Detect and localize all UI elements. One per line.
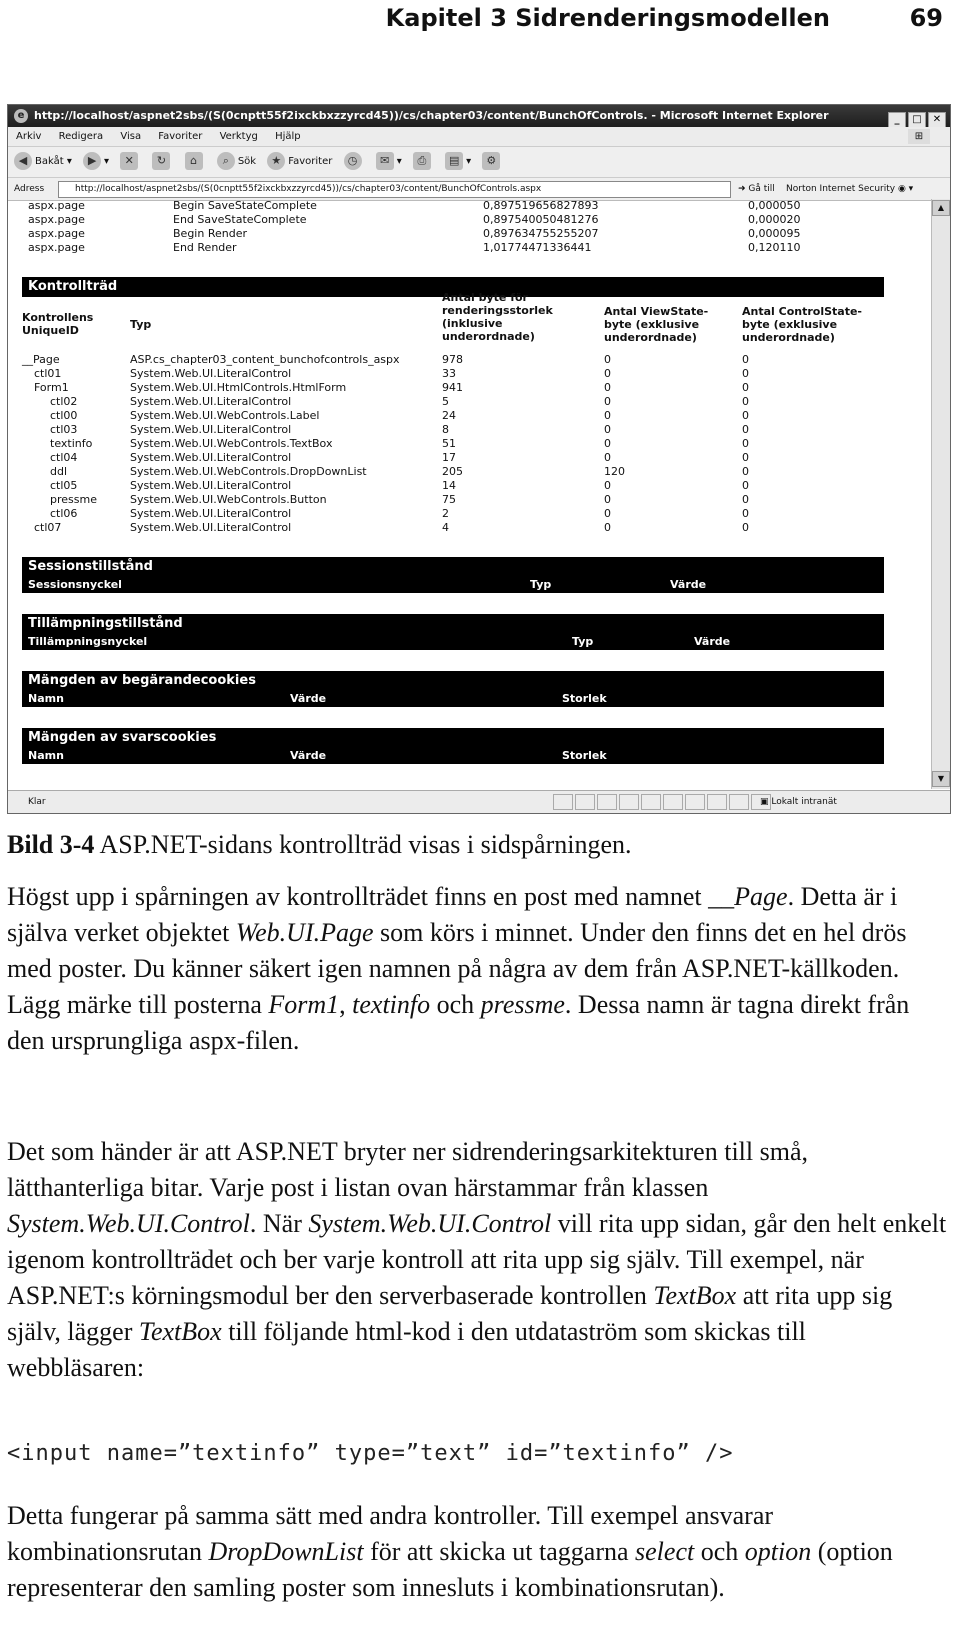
edit-button[interactable]: ▤ ▾: [445, 147, 471, 177]
trace-message: End Render: [173, 241, 237, 254]
control-tree-rows: [22, 353, 884, 535]
close-icon[interactable]: ✕: [928, 112, 946, 127]
window-titlebar: [8, 105, 950, 127]
control-tree-heading: Kontrollträd: [22, 277, 884, 297]
print-icon: ⎙: [413, 152, 431, 170]
control-viewstate: 0: [604, 479, 611, 492]
trace-table: [28, 199, 808, 255]
trace-from_last: 0,000050: [748, 199, 801, 212]
address-bar: [8, 178, 950, 201]
trace-category: aspx.page: [28, 213, 85, 226]
tools-icon: ⚙: [482, 152, 500, 170]
address-label: Adress: [14, 184, 45, 194]
trace-category: aspx.page: [28, 241, 85, 254]
col-type: Typ: [130, 318, 152, 331]
mail-button[interactable]: ✉ ▾: [376, 147, 402, 177]
application-heading: Tillämpningstillstånd: [22, 614, 884, 634]
control-controlstate: 0: [742, 451, 749, 464]
control-render: 941: [442, 381, 463, 394]
control-id: ctl00: [50, 409, 78, 422]
back-icon: ◀: [14, 152, 32, 170]
control-type: System.Web.UI.LiteralControl: [130, 395, 292, 408]
application-key-col: Tillämpningsnyckel: [28, 635, 148, 648]
control-controlstate: 0: [742, 479, 749, 492]
control-render: 205: [442, 465, 463, 478]
windows-flag-icon: ⊞: [908, 129, 930, 144]
status-text: Klar: [28, 797, 46, 807]
history-button[interactable]: [344, 147, 365, 177]
control-type: System.Web.UI.LiteralControl: [130, 479, 292, 492]
security-zone: ▣ Lokalt intranät: [760, 797, 837, 807]
control-viewstate: 0: [604, 381, 611, 394]
refresh-button[interactable]: [152, 147, 173, 177]
control-id: ctl01: [34, 367, 62, 380]
session-heading: Sessionstillstånd: [22, 557, 884, 577]
control-type: System.Web.UI.LiteralControl: [130, 367, 292, 380]
response-value-col: Värde: [290, 749, 327, 762]
control-tree-columns: [22, 291, 884, 353]
control-controlstate: 0: [742, 423, 749, 436]
control-render: 17: [442, 451, 456, 464]
trace-from_last: 0,000095: [748, 227, 801, 240]
forward-icon: ▶: [83, 152, 101, 170]
trace-row: [28, 199, 808, 213]
request-value-col: Värde: [290, 692, 327, 705]
control-tree-row: [22, 395, 884, 409]
history-icon: ◷: [344, 152, 362, 170]
control-tree-row: [22, 493, 884, 507]
control-render: 51: [442, 437, 456, 450]
paragraph-2: Det som händer är att ASP.NET bryter ner sidrenderingsarkitekturen till små, lätthanterliga bitar. Varje post i listan ovan härstammar från klassen System.Web.UI.Control. När System.Web.UI.Control vill rita upp sidan, går den helt enkelt igenom kontrollträdet och ber varje kontroll att rita upp sig själv. Till exempel, när ASP.NET:s körningsmodul ber den serverbaserade kontrollen TextBox att rita upp sig själv, lägger TextBox till följande html-kod i den utdataström som skickas till webbläsaren:: [7, 1137, 947, 1382]
search-icon: ⌕: [217, 152, 235, 170]
response-size-col: Storlek: [562, 749, 607, 762]
control-viewstate: 0: [604, 507, 611, 520]
paragraph-1: Högst upp i spårningen av kontrollträdet finns en post med namnet __Page. Detta är i själva verket objektet Web.UI.Page som körs i minnet. Under den finns det en hel drös med poster. Du känner säkert igen namnen på några av dem från ASP.NET-källkoden. Lägg märke till posterna Form1, textinfo och pressme. Dessa namn är tagna direkt från den ursprungliga aspx-filen.: [7, 882, 910, 1055]
control-tree-row: [22, 479, 884, 493]
control-id: ddl: [50, 465, 68, 478]
window-title: http://localhost/aspnet2sbs/(S(0cnptt55f2ixckbxzzyrcd45))/cs/chapter03/content/BunchOfControls. - Microsoft Internet Explorer: [34, 109, 829, 122]
page-number: 69: [909, 4, 943, 32]
maximize-icon[interactable]: □: [908, 112, 926, 127]
request-size-col: Storlek: [562, 692, 607, 705]
trace-from_first: 0,897634755255207: [483, 227, 599, 240]
tools-button[interactable]: [482, 147, 503, 177]
caption-label: Bild 3-4: [7, 830, 95, 859]
control-tree-row: [22, 423, 884, 437]
go-button[interactable]: ➜ Gå till: [738, 184, 775, 194]
control-type: System.Web.UI.LiteralControl: [130, 451, 292, 464]
control-viewstate: 0: [604, 409, 611, 422]
print-button[interactable]: [413, 147, 434, 177]
back-button[interactable]: ◀ Bakåt ▾: [14, 147, 72, 177]
status-bar: [8, 790, 950, 813]
control-type: System.Web.UI.WebControls.Button: [130, 493, 327, 506]
scroll-up-icon[interactable]: ▲: [932, 200, 950, 216]
menu-edit[interactable]: Redigera: [58, 131, 104, 142]
control-controlstate: 0: [742, 381, 749, 394]
control-viewstate: 120: [604, 465, 625, 478]
session-type-col: Typ: [530, 578, 552, 591]
control-viewstate: 0: [604, 423, 611, 436]
status-cells: [553, 794, 773, 814]
control-controlstate: 0: [742, 409, 749, 422]
trace-from_last: 0,000020: [748, 213, 801, 226]
control-tree-row: [22, 367, 884, 381]
menu-file[interactable]: Arkiv: [16, 131, 42, 142]
home-icon: ⌂: [185, 152, 203, 170]
control-render: 4: [442, 521, 449, 534]
control-viewstate: 0: [604, 437, 611, 450]
control-viewstate: 0: [604, 451, 611, 464]
control-id: textinfo: [50, 437, 93, 450]
browser-screenshot: [7, 104, 951, 814]
control-controlstate: 0: [742, 353, 749, 366]
chapter-title: Kapitel 3 Sidrenderingsmodellen: [385, 4, 830, 32]
forward-button[interactable]: ▶ ▾: [83, 147, 109, 177]
control-type: System.Web.UI.LiteralControl: [130, 521, 292, 534]
request-cookies-heading: Mängden av begärandecookies: [22, 671, 884, 691]
col-uniqueid: Kontrollens UniqueID: [22, 311, 94, 337]
control-tree-row: [22, 381, 884, 395]
control-id: ctl04: [50, 451, 78, 464]
application-type-col: Typ: [572, 635, 594, 648]
stop-icon: ✕: [120, 152, 138, 170]
page-header: [0, 2, 945, 36]
code-sample: <input name=”textinfo” type=”text” id=”textinfo” />: [7, 1441, 734, 1466]
menu-help[interactable]: Hjälp: [275, 131, 301, 142]
control-viewstate: 0: [604, 395, 611, 408]
address-input[interactable]: http://localhost/aspnet2sbs/(S(0cnptt55f2ixckbxzzyrcd45))/cs/chapter03/content/BunchOfControls.aspx: [58, 181, 731, 198]
menu-bar: [8, 127, 950, 147]
application-columns: [22, 634, 884, 650]
stop-button[interactable]: [120, 147, 141, 177]
star-icon: ★: [267, 152, 285, 170]
control-type: ASP.cs_chapter03_content_bunchofcontrols_aspx: [130, 353, 400, 366]
toolbar: [8, 147, 950, 178]
control-controlstate: 0: [742, 367, 749, 380]
control-viewstate: 0: [604, 367, 611, 380]
response-cookies-heading: Mängden av svarscookies: [22, 728, 884, 748]
control-type: System.Web.UI.HtmlControls.HtmlForm: [130, 381, 347, 394]
edit-icon: ▤: [445, 152, 463, 170]
control-render: 8: [442, 423, 449, 436]
search-button[interactable]: ⌕ Sök: [217, 147, 256, 177]
menu-favorites[interactable]: Favoriter: [158, 131, 203, 142]
control-controlstate: 0: [742, 507, 749, 520]
control-render: 24: [442, 409, 456, 422]
refresh-icon: ↻: [152, 152, 170, 170]
paragraph-3: Detta fungerar på samma sätt med andra kontroller. Till exempel ansvarar kombinationsrutan DropDownList för att skicka ut taggarna select och option (option representerar den samling poster som innesluts i kombinationsrutan).: [7, 1501, 893, 1602]
control-type: System.Web.UI.WebControls.DropDownList: [130, 465, 367, 478]
trace-from_last: 0,120110: [748, 241, 801, 254]
favorites-button[interactable]: ★ Favoriter: [267, 147, 332, 177]
control-id: Form1: [34, 381, 69, 394]
control-controlstate: 0: [742, 521, 749, 534]
control-render: 33: [442, 367, 456, 380]
control-id: pressme: [50, 493, 97, 506]
control-viewstate: 0: [604, 493, 611, 506]
control-type: System.Web.UI.WebControls.Label: [130, 409, 320, 422]
trace-message: Begin Render: [173, 227, 247, 240]
trace-row: [28, 213, 808, 227]
response-name-col: Namn: [28, 749, 64, 762]
vertical-scrollbar[interactable]: [931, 199, 950, 789]
request-cookies-columns: [22, 691, 884, 707]
minimize-icon[interactable]: _: [888, 112, 906, 127]
trace-category: aspx.page: [28, 227, 85, 240]
window-controls: [886, 108, 946, 127]
trace-from_first: 0,897519656827893: [483, 199, 599, 212]
session-key-col: Sessionsnyckel: [28, 578, 122, 591]
control-type: System.Web.UI.WebControls.TextBox: [130, 437, 333, 450]
control-tree-row: [22, 465, 884, 479]
control-render: 5: [442, 395, 449, 408]
col-controlstate: Antal ControlState-byte (exklusive underordnade): [742, 305, 862, 344]
control-render: 2: [442, 507, 449, 520]
home-button[interactable]: [185, 147, 206, 177]
control-type: System.Web.UI.LiteralControl: [130, 507, 292, 520]
control-render: 14: [442, 479, 456, 492]
control-id: ctl07: [34, 521, 62, 534]
control-controlstate: 0: [742, 493, 749, 506]
menu-tools[interactable]: Verktyg: [219, 131, 258, 142]
control-id: ctl02: [50, 395, 78, 408]
ie-icon: e: [14, 109, 28, 123]
control-id: __Page: [22, 353, 60, 366]
session-value-col: Värde: [670, 578, 707, 591]
scroll-down-icon[interactable]: ▼: [932, 771, 950, 787]
application-value-col: Värde: [694, 635, 731, 648]
trace-message: Begin SaveStateComplete: [173, 199, 317, 212]
col-render-size: Antal byte för renderingsstorlek (inklusive underordnade): [442, 291, 553, 343]
control-tree-row: [22, 507, 884, 521]
control-tree-row: [22, 353, 884, 367]
caption-text: ASP.NET-sidans kontrollträd visas i sidspårningen.: [94, 830, 632, 859]
trace-row: [28, 227, 808, 241]
trace-from_first: 0,897540050481276: [483, 213, 599, 226]
trace-row: [28, 241, 808, 255]
figure-caption: [7, 830, 632, 860]
control-tree-row: [22, 521, 884, 535]
control-viewstate: 0: [604, 521, 611, 534]
menu-view[interactable]: Visa: [120, 131, 142, 142]
trace-from_first: 1,01774471336441: [483, 241, 592, 254]
control-tree-row: [22, 409, 884, 423]
response-cookies-columns: [22, 748, 884, 764]
col-viewstate: Antal ViewState-byte (exklusive underordnade): [604, 305, 709, 344]
control-id: ctl06: [50, 507, 78, 520]
session-columns: [22, 577, 884, 593]
control-render: 978: [442, 353, 463, 366]
control-id: ctl03: [50, 423, 78, 436]
request-name-col: Namn: [28, 692, 64, 705]
control-controlstate: 0: [742, 437, 749, 450]
trace-category: aspx.page: [28, 199, 85, 212]
control-tree-row: [22, 451, 884, 465]
control-type: System.Web.UI.LiteralControl: [130, 423, 292, 436]
control-controlstate: 0: [742, 395, 749, 408]
trace-message: End SaveStateComplete: [173, 213, 307, 226]
control-tree-row: [22, 437, 884, 451]
control-viewstate: 0: [604, 353, 611, 366]
page-content: [8, 199, 928, 789]
control-controlstate: 0: [742, 465, 749, 478]
control-id: ctl05: [50, 479, 78, 492]
norton-toolbar[interactable]: Norton Internet Security ◉ ▾: [786, 184, 914, 194]
mail-icon: ✉: [376, 152, 394, 170]
control-render: 75: [442, 493, 456, 506]
